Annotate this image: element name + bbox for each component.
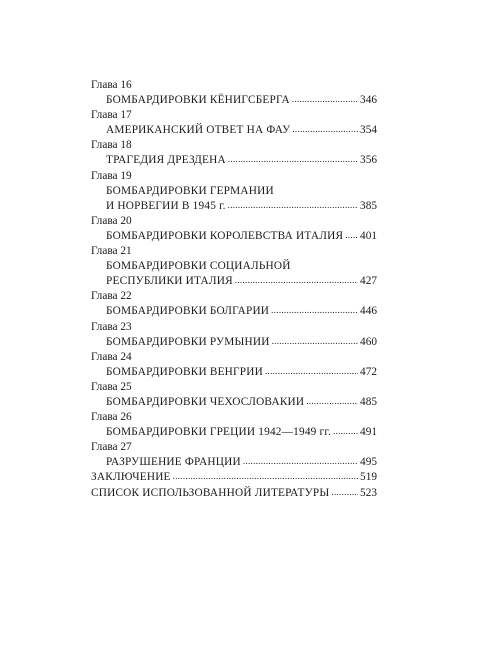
toc-entry-chapter-25 [91,380,377,410]
toc-title-line [91,425,377,440]
chapter-label: Глава 16 [91,79,132,91]
chapter-label: Глава 17 [91,109,132,122]
chapter-title-continued: И НОРВЕГИИ В 1945 г. [106,199,226,212]
chapter-label: Глава 23 [91,320,132,333]
chapter-title: БОМБАРДИРОВКИ РУМЫНИИ [106,335,270,348]
chapter-label: Глава 19 [91,169,132,182]
chapter-label: Глава 24 [91,350,132,363]
page-number: 519 [360,471,377,484]
page-number: 460 [360,335,377,348]
dot-leader [333,424,358,439]
page-number: 495 [360,456,377,469]
chapter-title: РАЗРУШЕНИЕ ФРАНЦИИ [106,456,241,469]
page-number: 354 [360,124,377,137]
dot-leader [271,303,358,318]
toc-title-line [91,395,377,410]
dot-leader [228,152,358,167]
dot-leader [228,198,358,213]
chapter-title: БОМБАРДИРОВКИ КЁНИГСБЕРГА [106,94,290,107]
toc-entry-chapter-27 [91,440,377,470]
dot-leader [331,485,358,500]
chapter-label: Глава 20 [91,214,132,227]
page-number: 491 [360,426,377,439]
chapter-title: БОМБАРДИРОВКИ ЧЕХОСЛОВАКИИ [106,395,305,408]
page-number: 485 [360,395,377,408]
chapter-title: БОМБАРДИРОВКИ КОРОЛЕВСТВА ИТАЛИЯ [106,229,344,242]
conclusion-title: ЗАКЛЮЧЕНИЕ [91,471,171,484]
toc-title-line [91,184,377,199]
table-of-contents [91,78,377,501]
dot-leader [292,122,358,137]
toc-title-line [91,335,377,350]
toc-title-line [91,93,377,108]
page-number: 401 [360,229,377,242]
toc-entry-chapter-18 [91,138,377,168]
page-number: 446 [360,305,377,318]
dot-leader [235,273,358,288]
toc-title-line [91,123,377,138]
toc-entry-chapter-19 [91,169,377,214]
page-number: 472 [360,365,377,378]
page-number: 523 [360,486,377,499]
toc-title-line [91,259,377,274]
toc-entry-chapter-20 [91,214,377,244]
dot-leader [272,334,358,349]
toc-entry-chapter-21 [91,244,377,289]
chapter-title: АМЕРИКАНСКИЙ ОТВЕТ НА ФАУ [106,124,291,137]
chapter-label: Глава 27 [91,441,132,454]
dot-leader [243,454,358,469]
toc-title-line [91,304,377,319]
bibliography-title: СПИСОК ИСПОЛЬЗОВАННОЙ ЛИТЕРАТУРЫ [91,486,330,499]
chapter-label: Глава 21 [91,245,132,258]
toc-title-line [91,153,377,168]
toc-entry-conclusion [91,470,377,485]
chapter-label: Глава 25 [91,380,132,393]
chapter-label: Глава 22 [91,290,132,303]
page-number: 385 [360,199,377,212]
toc-title-line [91,274,377,289]
toc-entry-chapter-16 [91,78,377,108]
toc-entry-chapter-24 [91,350,377,380]
toc-entry-chapter-22 [91,289,377,319]
toc-entry-chapter-17 [91,108,377,138]
toc-entry-chapter-26 [91,410,377,440]
chapter-title-continued: РЕСПУБЛИКИ ИТАЛИЯ [106,275,233,288]
page-number: 356 [360,154,377,167]
page-number: 346 [360,94,377,107]
toc-title-line [91,199,377,214]
page-number: 427 [360,275,377,288]
chapter-title: БОМБАРДИРОВКИ ВЕНГРИИ [106,365,263,378]
chapter-title: БОМБАРДИРОВКИ СОЦИАЛЬНОЙ [106,260,291,273]
toc-title-line [91,455,377,470]
chapter-title: БОМБАРДИРОВКИ ГРЕЦИИ 1942—1949 гг. [106,426,331,439]
toc-entry-chapter-23 [91,320,377,350]
toc-title-line [91,229,377,244]
dot-leader [173,469,358,484]
chapter-title: ТРАГЕДИЯ ДРЕЗДЕНА [106,154,226,167]
toc-title-line [91,365,377,380]
dot-leader [292,92,358,107]
toc-entry-bibliography [91,486,377,501]
chapter-title: БОМБАРДИРОВКИ ГЕРМАНИИ [106,184,274,197]
dot-leader [345,228,358,243]
chapter-label: Глава 26 [91,411,132,424]
dot-leader [306,394,358,409]
chapter-title: БОМБАРДИРОВКИ БОЛГАРИИ [106,305,270,318]
chapter-label: Глава 18 [91,139,132,152]
dot-leader [265,364,358,379]
